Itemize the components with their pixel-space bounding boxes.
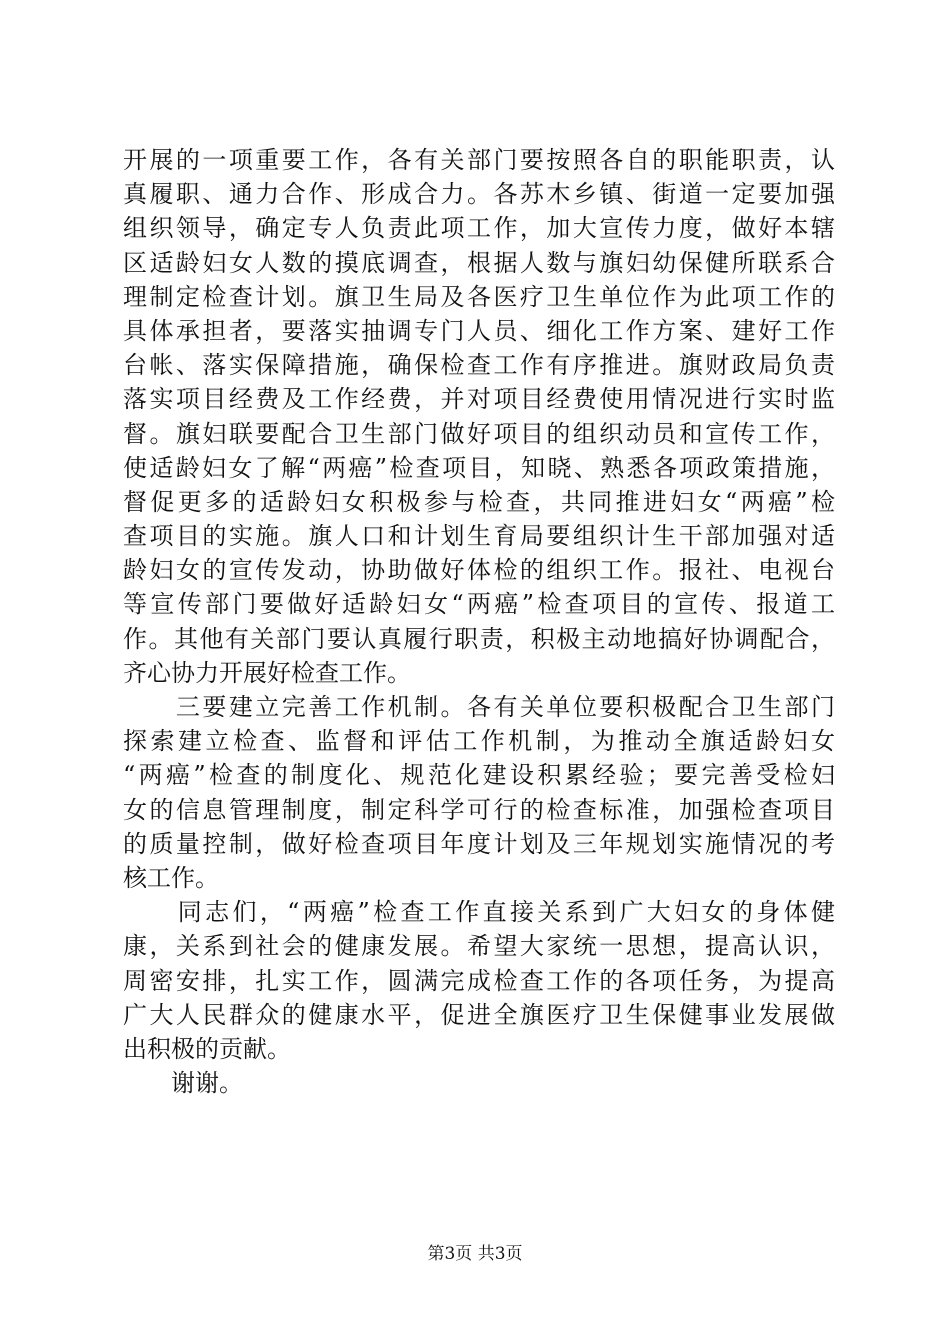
- document-body: [123, 143, 835, 1100]
- text-line: 理制定检查计划。旗卫生局及各医疗卫生单位作为此项工作的: [123, 282, 835, 311]
- text-line: 作。其他有关部门要认真履行职责，积极主动地搞好协调配合，: [123, 624, 835, 653]
- page-number-footer: 第3页 共3页: [427, 1244, 523, 1264]
- text-line: 广大人民群众的健康水平，促进全旗医疗卫生保健事业发展做: [123, 1000, 835, 1029]
- text-line: 探索建立检查、监督和评估工作机制，为推动全旗适龄妇女: [123, 727, 835, 756]
- text-line: 台帐、落实保障措施，确保检查工作有序推进。旗财政局负责: [123, 351, 835, 380]
- text-line: 使适龄妇女了解“两癌”检查项目，知晓、熟悉各项政策措施，: [123, 453, 835, 482]
- text-line: 督促更多的适龄妇女积极参与检查，共同推进妇女“两癌”检: [123, 487, 835, 516]
- text-line: 组织领导，确定专人负责此项工作，加大宣传力度，做好本辖: [123, 214, 835, 243]
- text-line: 落实项目经费及工作经费，并对项目经费使用情况进行实时监: [123, 385, 835, 414]
- text-line: 齐心协力开展好检查工作。: [123, 658, 411, 687]
- text-line: 督。旗妇联要配合卫生部门做好项目的组织动员和宣传工作，: [123, 419, 835, 448]
- text-line: 的质量控制，做好检查项目年度计划及三年规划实施情况的考: [123, 829, 835, 858]
- text-line: 谢谢。: [123, 1069, 243, 1098]
- text-line: 周密安排，扎实工作，圆满完成检查工作的各项任务，为提高: [123, 966, 835, 995]
- text-line: 等宣传部门要做好适龄妇女“两癌”检查项目的宣传、报道工: [123, 590, 835, 619]
- text-line: 真履职、通力合作、形成合力。各苏木乡镇、街道一定要加强: [123, 180, 835, 209]
- text-line: “两癌”检查的制度化、规范化建设积累经验；要完善受检妇: [123, 761, 835, 790]
- text-line: 查项目的实施。旗人口和计划生育局要组织计生干部加强对适: [123, 522, 835, 551]
- text-line: 龄妇女的宣传发动，协助做好体检的组织工作。报社、电视台: [123, 556, 835, 585]
- text-line: 核工作。: [123, 863, 219, 892]
- text-line: 区适龄妇女人数的摸底调查，根据人数与旗妇幼保健所联系合: [123, 248, 835, 277]
- text-line: 开展的一项重要工作，各有关部门要按照各自的职能职责，认: [123, 146, 835, 174]
- text-line: 康，关系到社会的健康发展。希望大家统一思想，提高认识，: [123, 932, 835, 961]
- text-line: 三要建立完善工作机制。各有关单位要积极配合卫生部门: [123, 693, 835, 721]
- text-line: 出积极的贡献。: [123, 1034, 291, 1063]
- text-line: 女的信息管理制度，制定科学可行的检查标准，加强检查项目: [123, 795, 835, 824]
- text-line: 具体承担者，要落实抽调专门人员、细化工作方案、建好工作: [123, 316, 835, 345]
- text-line: 同志们，“两癌”检查工作直接关系到广大妇女的身体健: [123, 898, 835, 927]
